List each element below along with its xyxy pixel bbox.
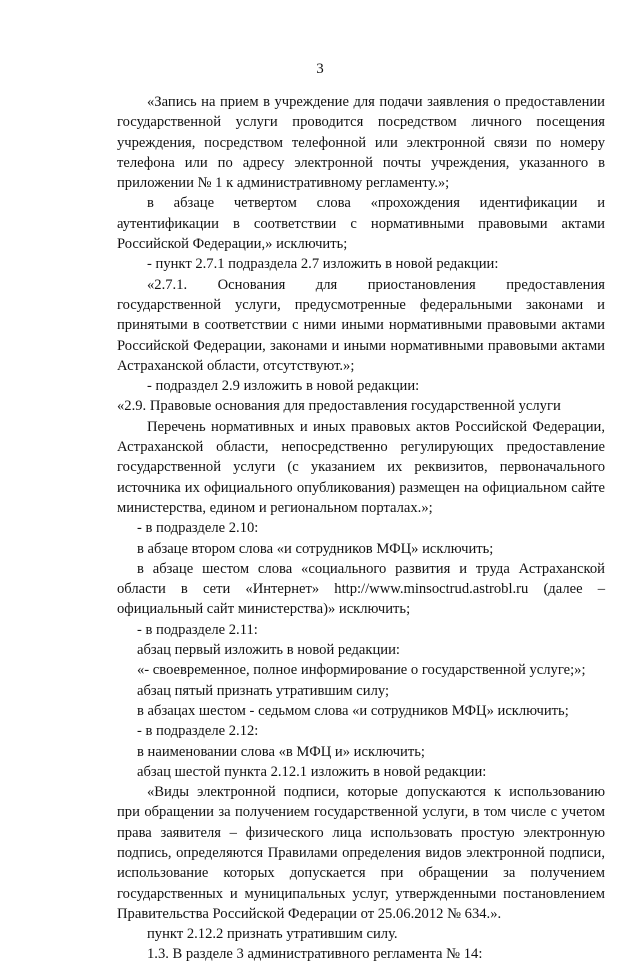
paragraph-2-7-1-text: «2.7.1. Основания для приостановления предоставления государственной услуги, предусмотренные федеральными законами и принятыми в соответствии с ними иными нормативными правовыми актами Российской Федерации, законами и иными нормативными правовыми актами Астраханской области, отсутствуют.»;	[117, 276, 605, 374]
paragraph-section-3: 1.3. В разделе 3 административного регламента № 14:	[147, 946, 483, 963]
paragraph-2-11-sixth-seventh: в абзацах шестом - седьмом слова «и сотрудников МФЦ» исключить;	[137, 702, 569, 719]
paragraph-2-12-title: в наименовании слова «в МФЦ и» исключить;	[137, 743, 425, 760]
paragraph-fourth-abzac: в абзаце четвертом слова «прохождения идентификации и аутентификации в соответствии с нормативными правовыми актами Российской Федерации,» исключить;	[117, 195, 605, 253]
paragraph-2-10-sixth: в абзаце шестом слова «социального развития и труда Астраханской области в сети «Интернет» http://www.minsoctrud.astrobl.ru (далее – официальный сайт министерства)» исключить;	[117, 560, 605, 618]
paragraph-2-9-heading: «2.9. Правовые основания для предоставления государственной услуги	[117, 398, 561, 415]
paragraph-subsection-2-10: - в подразделе 2.10:	[137, 520, 259, 537]
paragraph-2-12-2: пункт 2.12.2 признать утратившим силу.	[147, 926, 398, 943]
paragraph-2-12-1-sixth: абзац шестой пункта 2.12.1 изложить в новой редакции:	[137, 763, 487, 780]
page-number: 3	[316, 61, 324, 77]
paragraph-subsection-2-9: - подраздел 2.9 изложить в новой редакции:	[147, 378, 420, 395]
paragraph-2-10-second: в абзаце втором слова «и сотрудников МФЦ» исключить;	[137, 540, 494, 557]
paragraph-2-11-first-text: «- своевременное, полное информирование о государственной услуге;»;	[137, 662, 586, 679]
paragraph-2-11-fifth: абзац пятый признать утратившим силу;	[137, 682, 390, 699]
paragraph-2-9-text: Перечень нормативных и иных правовых актов Российской Федерации, Астраханской области, непосредственно регулирующих предоставление государственной услуги (с указанием их реквизитов, первоначального источника их официального опубликования) размещен на официальном сайте министерства, едином и региональном порталах.»;	[117, 418, 605, 516]
paragraph-subsection-2-12: - в подразделе 2.12:	[137, 723, 259, 740]
paragraph-electronic-signature: «Виды электронной подписи, которые допускаются к использованию при обращении за получением государственной услуги, в том числе с учетом права заявителя – физического лица использовать простую электронную подпись, определяются Правилами определения видов электронной подписи, использование которых допускается при обращении за получением государственных и муниципальных услуг, утвержденными постановлением Правительства Российской Федерации от 25.06.2012 № 634.».	[117, 784, 605, 922]
paragraph-2-11-first: абзац первый изложить в новой редакции:	[137, 642, 400, 659]
paragraph-appointment-entry: «Запись на прием в учреждение для подачи заявления о предоставлении государственной услуги проводится посредством личного посещения учреждения, посредством телефонной или электронной связи по номеру телефона или по адресу электронной почты учреждения, указанного в приложении № 1 к административному регламенту.»;	[117, 94, 605, 192]
document-body	[117, 92, 605, 965]
paragraph-item-2-7-1: - пункт 2.7.1 подраздела 2.7 изложить в новой редакции:	[147, 256, 499, 273]
paragraph-subsection-2-11: - в подразделе 2.11:	[137, 621, 258, 638]
